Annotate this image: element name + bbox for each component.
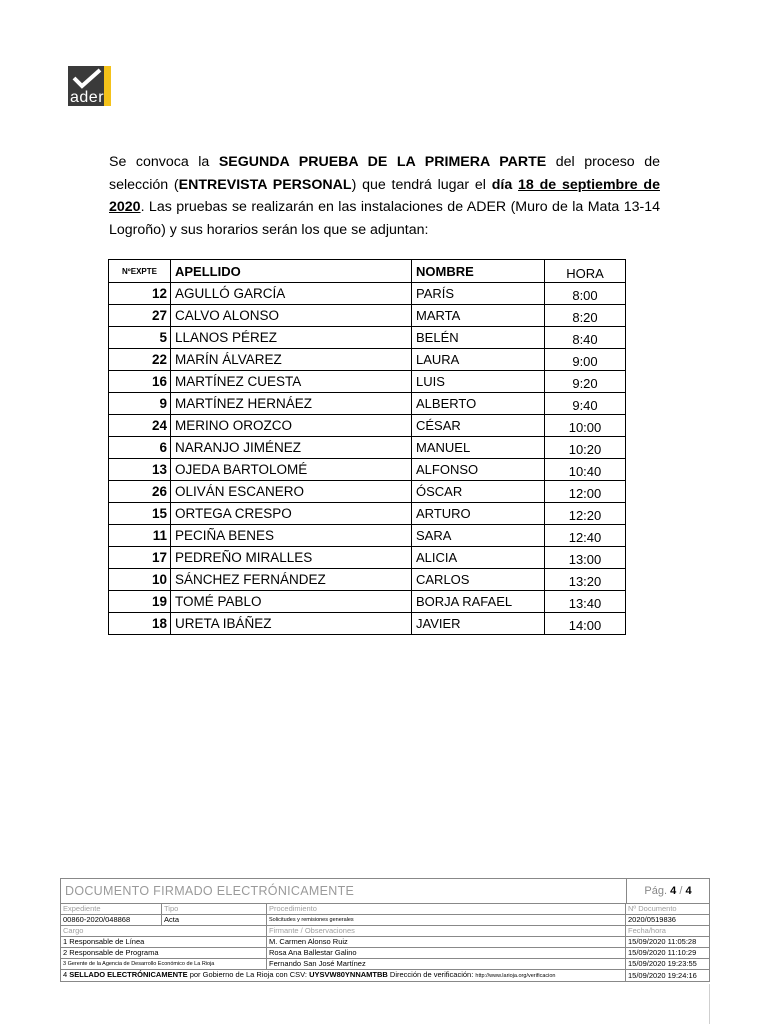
cell-apellido: AGULLÓ GARCÍA [171,283,412,305]
cell-nombre: ÓSCAR [412,481,545,503]
cell-apellido: PEDREÑO MIRALLES [171,547,412,569]
cell-apellido: MERINO OROZCO [171,415,412,437]
cell-nombre: ARTURO [412,503,545,525]
margin-line [709,984,710,1024]
header-nombre: NOMBRE [412,260,545,283]
verification-url[interactable]: http://www.larioja.org/verificacion [475,973,556,979]
cell-apellido: LLANOS PÉREZ [171,327,412,349]
cell-expte: 10 [109,569,171,591]
label-fecha: Fecha/hora [626,926,710,937]
interview-schedule-table [108,259,626,635]
cell-nombre: ALICIA [412,547,545,569]
cell-hora: 8:40 [545,327,626,349]
signer-row [61,959,710,970]
cell-hora: 8:20 [545,305,626,327]
table-row [109,481,626,503]
cell-hora: 10:20 [545,437,626,459]
label-firmante: Firmante / Observaciones [267,926,626,937]
table-row [109,503,626,525]
header-hora: HORA [545,260,626,283]
cell-hora: 12:40 [545,525,626,547]
table-row [109,415,626,437]
cell-nombre: SARA [412,525,545,547]
signer-row [61,937,710,948]
cell-expte: 19 [109,591,171,613]
procedimiento-value: Solicitudes y remisiones generales [267,915,626,926]
cell-hora: 12:00 [545,481,626,503]
logo-text: ader [70,89,105,106]
cell-nombre: CARLOS [412,569,545,591]
table-header-row [109,260,626,283]
cell-hora: 13:20 [545,569,626,591]
cell-expte: 26 [109,481,171,503]
cell-nombre: MARTA [412,305,545,327]
cell-hora: 8:00 [545,283,626,305]
ndocumento-value: 2020/0519836 [626,915,710,926]
cell-hora: 14:00 [545,613,626,635]
cell-apellido: ORTEGA CRESPO [171,503,412,525]
signature-header [60,878,710,903]
cell-apellido: MARTÍNEZ HERNÁEZ [171,393,412,415]
cell-nombre: BORJA RAFAEL [412,591,545,613]
cell-nombre: MANUEL [412,437,545,459]
cell-expte: 9 [109,393,171,415]
cell-nombre: ALFONSO [412,459,545,481]
cell-expte: 6 [109,437,171,459]
cell-apellido: NARANJO JIMÉNEZ [171,437,412,459]
table-row [109,283,626,305]
expediente-value: 00860-2020/048868 [61,915,162,926]
sealed-cell: 4 SELLADO ELECTRÓNICAMENTE por Gobierno de La Rioja con CSV: UYSVW80YNNAMTBB Dirección de verificación: http://www.larioja.org/verificacion [61,970,626,982]
table-row [109,437,626,459]
signature-block [60,878,710,982]
sealed-row [61,970,710,982]
cell-expte: 16 [109,371,171,393]
table-row [109,547,626,569]
cell-expte: 12 [109,283,171,305]
signer-name: Fernando San José Martínez [267,959,626,970]
signer-row [61,948,710,959]
cell-expte: 11 [109,525,171,547]
table-row [109,613,626,635]
ader-logo [68,66,112,108]
label-expediente: Expediente [61,904,162,915]
cell-hora: 9:40 [545,393,626,415]
cell-expte: 13 [109,459,171,481]
label-tipo: Tipo [162,904,267,915]
cell-apellido: CALVO ALONSO [171,305,412,327]
cell-expte: 24 [109,415,171,437]
cell-hora: 12:20 [545,503,626,525]
signer-name: M. Carmen Alonso Ruiz [267,937,626,948]
signer-cargo: 3 Gerente de la Agencia de Desarrollo Económico de La Rioja [61,959,267,970]
cell-apellido: MARTÍNEZ CUESTA [171,371,412,393]
cell-apellido: PECIÑA BENES [171,525,412,547]
cell-apellido: SÁNCHEZ FERNÁNDEZ [171,569,412,591]
cell-nombre: BELÉN [412,327,545,349]
cell-hora: 10:00 [545,415,626,437]
cell-nombre: ALBERTO [412,393,545,415]
signer-date: 15/09/2020 11:05:28 [626,937,710,948]
cell-nombre: LAURA [412,349,545,371]
table-row [109,459,626,481]
signer-cargo: 1 Responsable de Línea [61,937,267,948]
table-row [109,569,626,591]
label-procedimiento: Procedimiento [267,904,626,915]
cell-expte: 5 [109,327,171,349]
signer-date: 15/09/2020 11:10:29 [626,948,710,959]
signer-name: Rosa Ana Ballestar Galino [267,948,626,959]
cell-expte: 27 [109,305,171,327]
label-cargo: Cargo [61,926,267,937]
label-ndocumento: Nº Documento [626,904,710,915]
cell-hora: 9:20 [545,371,626,393]
cell-hora: 10:40 [545,459,626,481]
table-row [109,525,626,547]
cell-apellido: OLIVÁN ESCANERO [171,481,412,503]
header-expte: NºEXPTE [109,260,171,283]
signature-table [60,903,710,982]
cell-expte: 22 [109,349,171,371]
cell-expte: 18 [109,613,171,635]
tipo-value: Acta [162,915,267,926]
table-row [109,349,626,371]
page-indicator: Pág. 4 / 4 [626,879,709,903]
signer-date: 15/09/2020 19:23:55 [626,959,710,970]
cell-nombre: CÉSAR [412,415,545,437]
cell-expte: 17 [109,547,171,569]
signature-title: DOCUMENTO FIRMADO ELECTRÓNICAMENTE [65,884,355,898]
header-apellido: APELLIDO [171,260,412,283]
cell-hora: 13:00 [545,547,626,569]
cell-nombre: PARÍS [412,283,545,305]
cell-apellido: MARÍN ÁLVAREZ [171,349,412,371]
cell-expte: 15 [109,503,171,525]
signer-cargo: 2 Responsable de Programa [61,948,267,959]
table-row [109,327,626,349]
table-row [109,305,626,327]
cell-apellido: TOMÉ PABLO [171,591,412,613]
cell-apellido: OJEDA BARTOLOMÉ [171,459,412,481]
cell-nombre: LUIS [412,371,545,393]
intro-paragraph: Se convoca la SEGUNDA PRUEBA DE LA PRIMERA PARTE del proceso de selección (ENTREVISTA PERSONAL) que tendrá lugar el día 18 de septiembre de 2020. Las pruebas se realizarán en las instalaciones de ADER (Muro de la Mata 13-14 Logroño) y sus horarios serán los que se adjuntan: [109,154,661,238]
table-row [109,393,626,415]
table-row [109,371,626,393]
cell-hora: 13:40 [545,591,626,613]
table-row [109,591,626,613]
sealed-date: 15/09/2020 19:24:16 [626,970,710,982]
cell-hora: 9:00 [545,349,626,371]
cell-nombre: JAVIER [412,613,545,635]
cell-apellido: URETA IBÁÑEZ [171,613,412,635]
